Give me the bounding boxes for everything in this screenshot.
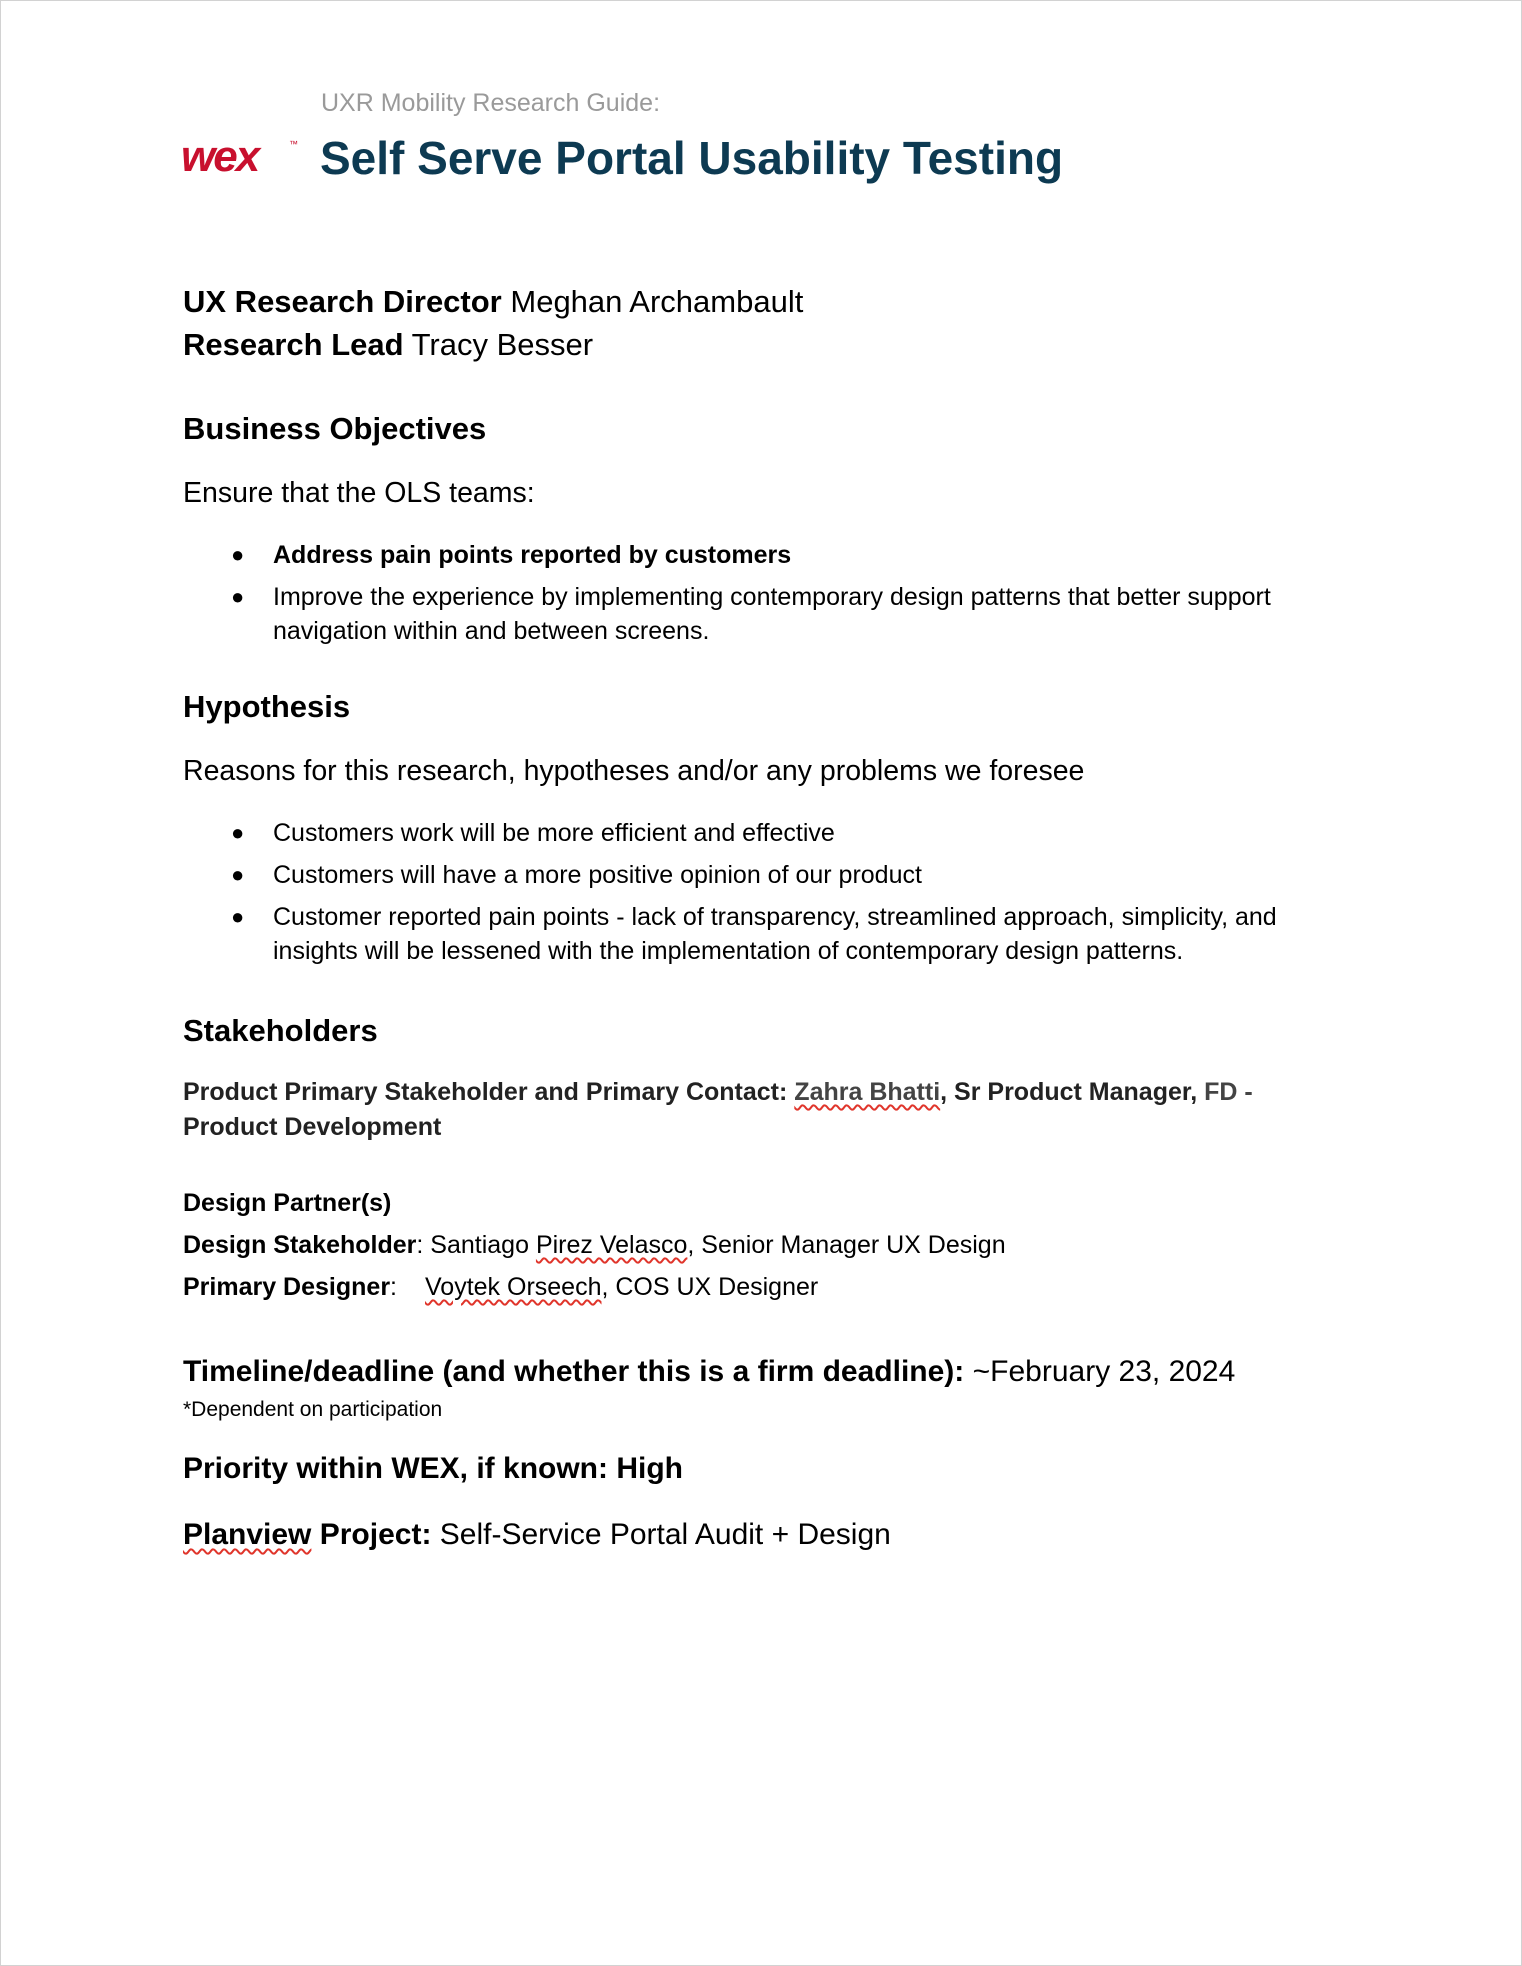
business-objectives-list [183,538,1333,656]
business-objectives-intro: Ensure that the OLS teams: [183,477,535,509]
wex-logo [181,133,299,179]
list-item: ● Improve the experience by implementing contemporary design patterns that better support navigation within and between screens. [231,583,1271,645]
research-director-line [183,284,803,320]
director-label: UX Research Director [183,284,502,319]
primary-stakeholder-dept-line: Product Development [183,1113,442,1141]
timeline-line [183,1355,1235,1389]
timeline-value: ~February 23, 2024 [972,1355,1236,1388]
primary-stakeholder-label: Product Primary Stakeholder and Primary Contact: [183,1078,788,1106]
list-item: ● Customers work will be more efficient and effective [231,819,835,847]
list-item: ● Customer reported pain points - lack of transparency, streamlined approach, simplicity, and insights will be lessened with the implementation of contemporary design patterns. [231,903,1277,965]
primary-designer-label: Primary Designer [183,1273,391,1301]
primary-stakeholder-line [183,1078,1253,1107]
lead-label: Research Lead [183,327,404,362]
primary-stakeholder-dept: FD - [1204,1078,1253,1106]
svg-text:™: ™ [289,139,298,149]
director-name: Meghan Archambault [510,284,804,319]
primary-stakeholder-role: , Sr Product Manager, [940,1078,1198,1106]
planview-label[interactable]: Planview [183,1518,312,1551]
stakeholders-heading: Stakeholders [183,1013,378,1048]
design-partners-label: Design Partner(s) [183,1189,392,1217]
project-value: Self-Service Portal Audit + Design [439,1518,891,1551]
list-item: ● Address pain points reported by customers [231,541,792,569]
primary-designer-name[interactable]: Voytek Orseech [425,1273,602,1301]
primary-stakeholder-name[interactable]: Zahra Bhatti [794,1078,941,1106]
hypothesis-heading: Hypothesis [183,689,351,724]
research-lead-line [183,327,593,363]
page-title: Self Serve Portal Usability Testing [320,132,1064,184]
design-stakeholder-line: Design Stakeholder: Santiago Pirez Velasco, Senior Manager UX Design [183,1231,1006,1259]
guide-subtitle: UXR Mobility Research Guide: [321,89,661,117]
hypothesis-intro: Reasons for this research, hypotheses and/or any problems we foresee [183,755,1085,787]
lead-name: Tracy Besser [411,327,594,362]
primary-designer-line: Primary Designer: Voytek Orseech, COS UX Designer [183,1273,819,1301]
design-stakeholder-label: Design Stakeholder [183,1231,417,1259]
list-item: ● Customers will have a more positive opinion of our product [231,861,922,889]
planview-project-line: Planview Project: Self-Service Portal Audit + Design [183,1518,891,1551]
timeline-label: Timeline/deadline (and whether this is a firm deadline): [183,1355,965,1388]
business-objectives-heading: Business Objectives [183,411,487,446]
design-stakeholder-name[interactable]: Pirez Velasco [535,1231,688,1259]
timeline-note: *Dependent on participation [183,1398,443,1421]
priority-line: Priority within WEX, if known: High [183,1452,683,1485]
hypothesis-list [183,816,1333,976]
wex-logo-text: wex [181,133,259,179]
